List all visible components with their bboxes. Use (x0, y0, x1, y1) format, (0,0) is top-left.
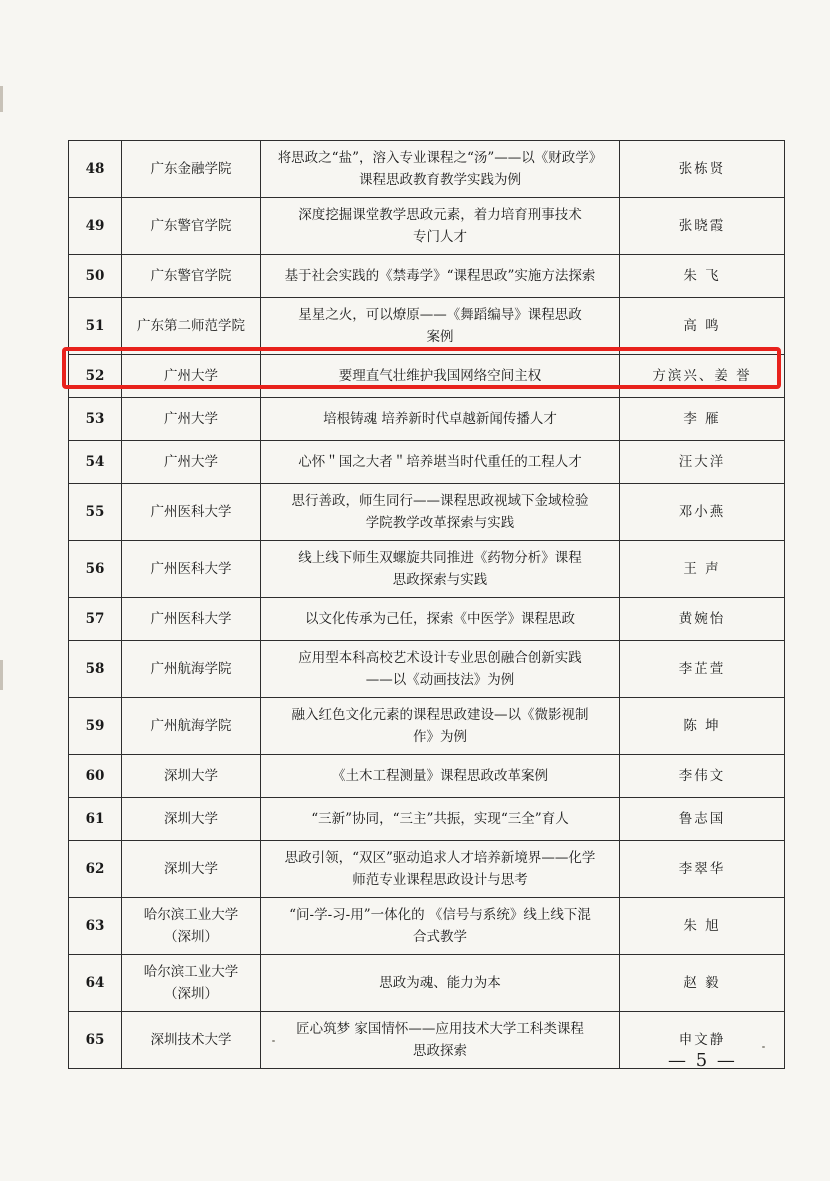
school-name: 广州医科大学 (122, 541, 261, 598)
author-name: 张晓霞 (620, 198, 785, 255)
case-title-line: ——以《动画技法》为例 (365, 672, 515, 688)
case-title-line: 作》为例 (413, 729, 467, 745)
case-title-line: 要理直气壮维护我国网络空间主权 (338, 368, 542, 384)
table-row (69, 355, 785, 398)
case-title-line: “问-学-习-用”一体化的 《信号与系统》线上线下混 (289, 907, 591, 923)
row-number: 59 (69, 698, 122, 755)
author-name: 李芷萱 (620, 641, 785, 698)
author-name: 邓小燕 (620, 484, 785, 541)
row-number: 60 (69, 755, 122, 798)
case-title (261, 755, 620, 798)
case-title-line: 线上线下师生双螺旋共同推进《药物分析》课程 (298, 550, 582, 566)
school-name-line: 哈尔滨工业大学 (143, 907, 239, 923)
case-title-line: 应用型本科高校艺术设计专业思创融合创新实践 (298, 650, 582, 666)
case-title-line: 学院教学改革探索与实践 (365, 515, 515, 531)
school-name: 广东第二师范学院 (122, 298, 261, 355)
case-title-line: 心怀＂国之大者＂培养堪当时代重任的工程人才 (298, 454, 582, 470)
case-title (261, 298, 620, 355)
case-title (261, 898, 620, 955)
author-name: 黄婉怡 (620, 598, 785, 641)
case-title (261, 798, 620, 841)
school-name: 深圳大学 (122, 755, 261, 798)
binding-edge-mark (0, 86, 3, 112)
school-name: 深圳技术大学 (122, 1012, 261, 1069)
case-title-line: 专门人才 (413, 229, 467, 245)
school-name: 广州大学 (122, 441, 261, 484)
case-title-line: 思政探索与实践 (392, 572, 488, 588)
author-name: 李翠华 (620, 841, 785, 898)
case-title (261, 598, 620, 641)
case-title-line: 将思政之“盐”，溶入专业课程之“汤”——以《财政学》 (277, 150, 603, 166)
school-name-line: 哈尔滨工业大学 (143, 964, 239, 980)
case-title-line: 合式教学 (413, 929, 467, 945)
school-name (122, 955, 261, 1012)
case-title-line: 匠心筑梦 家国情怀——应用技术大学工科类课程 (296, 1021, 584, 1037)
table-row (69, 641, 785, 698)
row-number: 57 (69, 598, 122, 641)
case-title-line: 融入红色文化元素的课程思政建设—以《微影视制 (291, 707, 589, 723)
row-number: 56 (69, 541, 122, 598)
row-number: 54 (69, 441, 122, 484)
table-row (69, 598, 785, 641)
school-name: 广州医科大学 (122, 484, 261, 541)
case-title (261, 198, 620, 255)
school-name: 广州航海学院 (122, 641, 261, 698)
school-name: 广东警官学院 (122, 198, 261, 255)
school-name: 广州航海学院 (122, 698, 261, 755)
case-title (261, 841, 620, 898)
table-row (69, 398, 785, 441)
school-name-line: （深圳） (164, 929, 218, 945)
case-title-line: 《土木工程测量》课程思政改革案例 (332, 768, 548, 784)
row-number: 50 (69, 255, 122, 298)
row-number: 55 (69, 484, 122, 541)
author-name: 方滨兴、姜 誉 (620, 355, 785, 398)
school-name: 深圳大学 (122, 841, 261, 898)
table-row (69, 198, 785, 255)
row-number: 49 (69, 198, 122, 255)
award-list-table (68, 140, 785, 1069)
case-title-line: 思行善政，师生同行——课程思政视域下金域检验 (291, 493, 589, 509)
author-name: 朱 飞 (620, 255, 785, 298)
school-name: 广州大学 (122, 355, 261, 398)
school-name (122, 898, 261, 955)
table-row (69, 955, 785, 1012)
table-row (69, 798, 785, 841)
case-title-line: “三新”协同，“三主”共振，实现“三全”育人 (311, 811, 569, 827)
case-title (261, 441, 620, 484)
school-name: 广州大学 (122, 398, 261, 441)
case-title-line: 基于社会实践的《禁毒学》“课程思政”实施方法探索 (284, 268, 596, 284)
author-name: 朱 旭 (620, 898, 785, 955)
school-name: 广州医科大学 (122, 598, 261, 641)
author-name: 陈 坤 (620, 698, 785, 755)
author-name: 鲁志国 (620, 798, 785, 841)
school-name: 深圳大学 (122, 798, 261, 841)
binding-edge-mark (0, 660, 3, 690)
case-title-line: 思政为魂、能力为本 (379, 975, 501, 991)
row-number: 48 (69, 141, 122, 198)
table-row (69, 484, 785, 541)
case-title (261, 698, 620, 755)
table-row (69, 298, 785, 355)
author-name: 赵 毅 (620, 955, 785, 1012)
case-title-line: 案例 (426, 329, 454, 345)
page-number: — 5 — (668, 1050, 737, 1071)
table-row (69, 898, 785, 955)
row-number: 64 (69, 955, 122, 1012)
row-number: 63 (69, 898, 122, 955)
author-name: 申文静 (620, 1012, 785, 1069)
case-title-line: 师范专业课程思政设计与思考 (352, 872, 528, 888)
school-name: 广东金融学院 (122, 141, 261, 198)
author-name: 张栋贤 (620, 141, 785, 198)
table-row (69, 698, 785, 755)
author-name: 高 鸣 (620, 298, 785, 355)
case-title-line: 以文化传承为己任，探索《中医学》课程思政 (305, 611, 575, 627)
row-number: 61 (69, 798, 122, 841)
author-name: 李 雁 (620, 398, 785, 441)
case-title (261, 355, 620, 398)
case-title (261, 641, 620, 698)
table-row (69, 141, 785, 198)
case-title-line: 星星之火，可以燎原——《舞蹈编导》课程思政 (298, 307, 582, 323)
school-name-line: （深圳） (164, 986, 218, 1002)
table-body (69, 141, 785, 1069)
case-title (261, 398, 620, 441)
row-number: 51 (69, 298, 122, 355)
table-row (69, 755, 785, 798)
row-number: 65 (69, 1012, 122, 1069)
author-name: 汪大洋 (620, 441, 785, 484)
case-title (261, 141, 620, 198)
case-title-line: 深度挖掘课堂教学思政元素，着力培育刑事技术 (298, 207, 582, 223)
row-number: 53 (69, 398, 122, 441)
case-title (261, 1012, 620, 1069)
case-title-line: 思政引领，“双区”驱动追求人才培养新境界——化学 (284, 850, 596, 866)
case-title-line: 思政探索 (413, 1043, 467, 1059)
table-row (69, 841, 785, 898)
table-row (69, 441, 785, 484)
school-name: 广东警官学院 (122, 255, 261, 298)
case-title-line: 课程思政教育教学实践为例 (359, 172, 521, 188)
author-name: 王 声 (620, 541, 785, 598)
case-title-line: 培根铸魂 培养新时代卓越新闻传播人才 (323, 411, 557, 427)
table-row (69, 541, 785, 598)
row-number: 62 (69, 841, 122, 898)
table-row (69, 255, 785, 298)
case-title (261, 955, 620, 1012)
case-title (261, 255, 620, 298)
case-title (261, 541, 620, 598)
row-number: 58 (69, 641, 122, 698)
author-name: 李伟文 (620, 755, 785, 798)
case-title (261, 484, 620, 541)
row-number: 52 (69, 355, 122, 398)
